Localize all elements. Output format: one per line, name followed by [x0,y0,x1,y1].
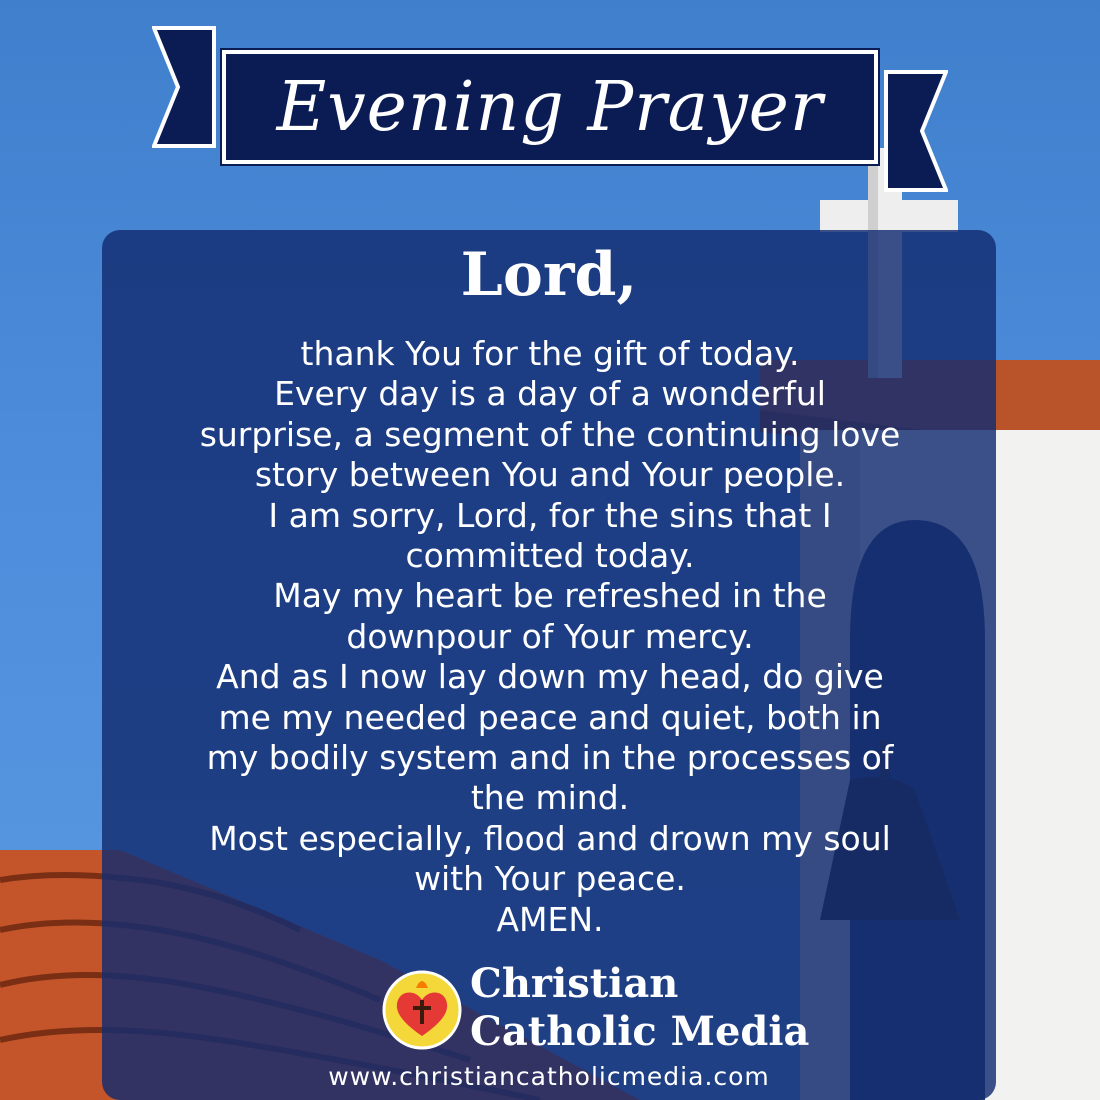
prayer-line: my bodily system and in the processes of [206,738,894,778]
prayer-line: I am sorry, Lord, for the sins that I [268,495,832,535]
brand-name [470,960,809,1056]
sacred-heart-icon [380,966,464,1050]
prayer-line: And as I now lay down my head, do give [216,657,884,697]
prayer-line: May my heart be refreshed in the [273,576,827,616]
prayer-line: surprise, a segment of the continuing love [199,414,901,454]
banner-ribbon-left [152,26,216,148]
prayer-line: story between You and Your people. [254,455,846,495]
prayer-line: downpour of Your mercy. [346,616,754,656]
prayer-text [120,334,980,940]
banner-ribbon-right [884,70,948,192]
website-url[interactable]: www.christiancatholicmedia.com [328,1062,770,1091]
title-banner [222,50,878,164]
prayer-line: Most especially, flood and drown my soul [209,818,891,858]
brand-line-2: Catholic Media [470,1008,810,1055]
prayer-line: thank You for the gift of today. [300,334,800,373]
prayer-line: the mind. [470,778,630,818]
prayer-line: me my needed peace and quiet, both in [218,697,882,737]
brand-line-1: Christian [470,960,679,1007]
prayer-salutation: Lord, [460,240,638,310]
prayer-line: with Your peace. [414,859,686,899]
prayer-line: committed today. [405,536,695,576]
prayer-line: Every day is a day of a wonderful [274,374,826,414]
prayer-line: AMEN. [496,899,604,939]
page-title: Evening Prayer [276,67,824,147]
